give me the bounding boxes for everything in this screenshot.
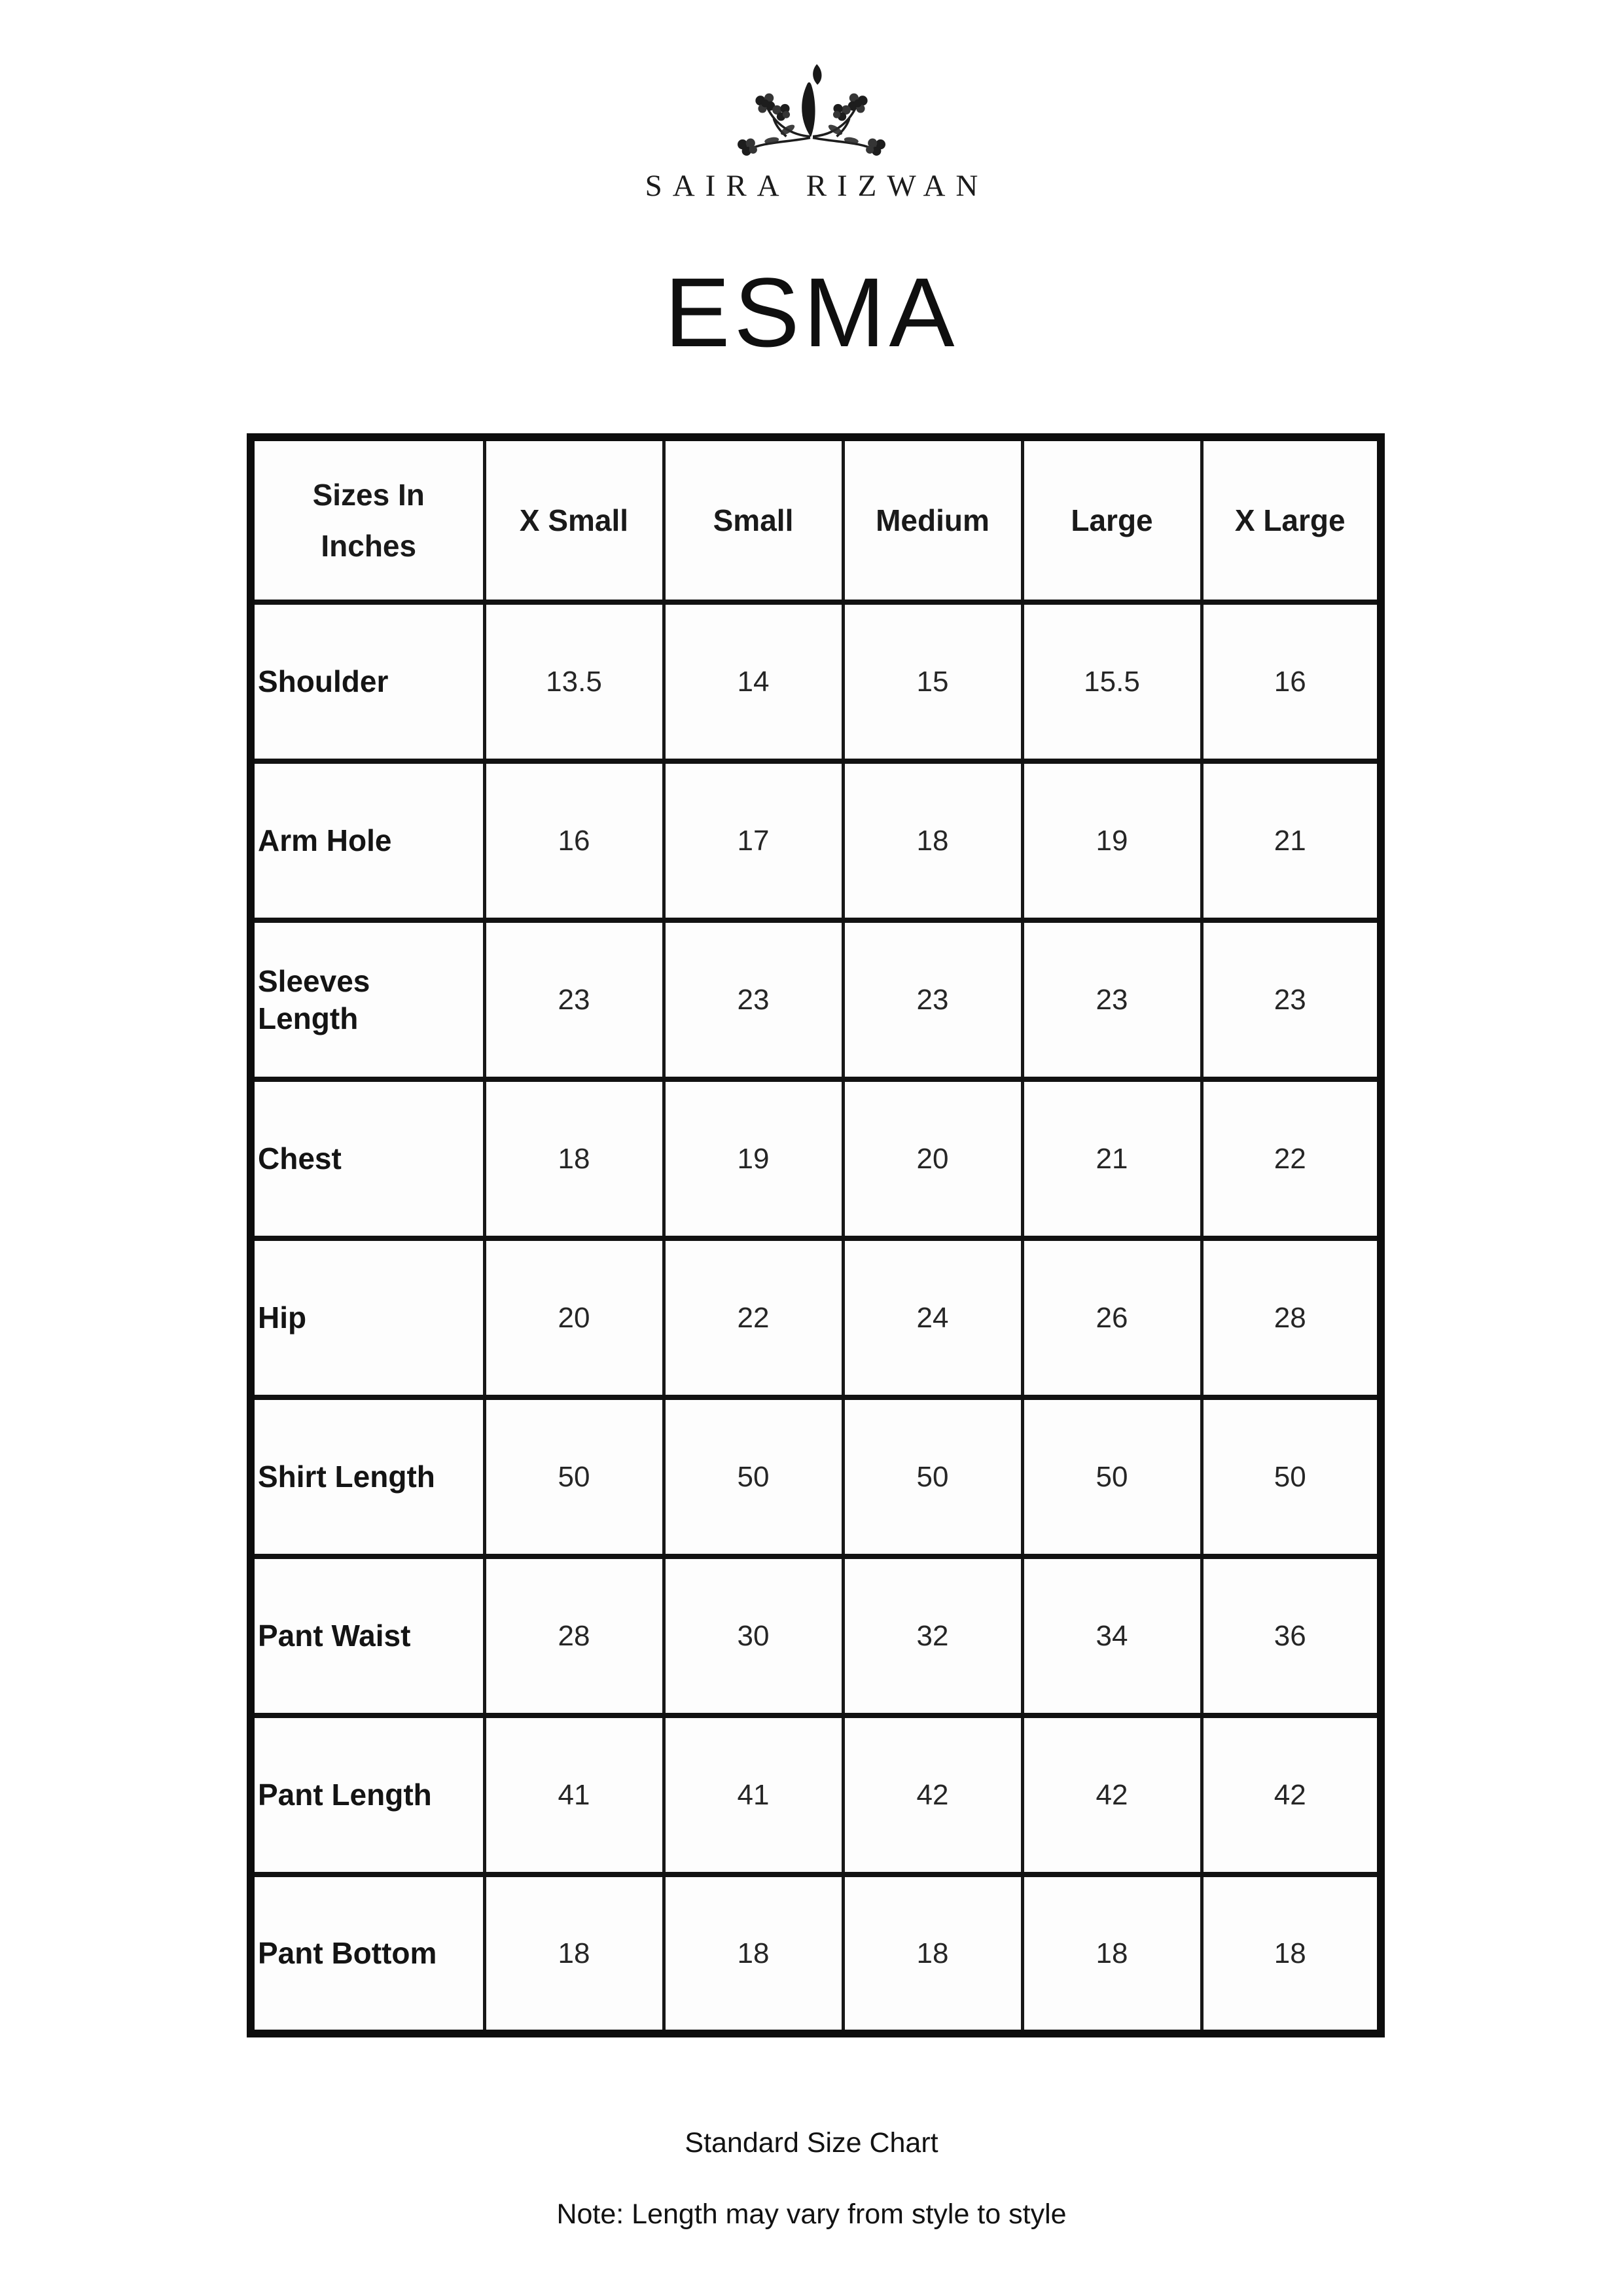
cell-value: 20 bbox=[843, 1079, 1022, 1238]
table-row-pant-waist bbox=[251, 1556, 1381, 1715]
row-label: Chest bbox=[251, 1079, 484, 1238]
length-note: Note: Length may vary from style to style bbox=[556, 2198, 1067, 2230]
size-chart-table bbox=[247, 433, 1385, 2037]
cell-value: 22 bbox=[664, 1238, 843, 1397]
brand-emblem-icon bbox=[707, 62, 916, 162]
calligraphy-stroke bbox=[802, 82, 815, 137]
cell-value: 41 bbox=[484, 1715, 664, 1874]
row-label: Shirt Length bbox=[251, 1397, 484, 1556]
row-label: Arm Hole bbox=[251, 761, 484, 920]
cell-value: 16 bbox=[484, 761, 664, 920]
cell-value: 19 bbox=[1022, 761, 1202, 920]
cell-value: 18 bbox=[1022, 1874, 1202, 2034]
cell-value: 23 bbox=[484, 920, 664, 1079]
row-label: Pant Length bbox=[251, 1715, 484, 1874]
cell-value: 18 bbox=[664, 1874, 843, 2034]
cell-value: 14 bbox=[664, 602, 843, 761]
cell-value: 22 bbox=[1202, 1079, 1381, 1238]
cell-value: 30 bbox=[664, 1556, 843, 1715]
row-label: Sleeves Length bbox=[251, 920, 484, 1079]
cell-value: 19 bbox=[664, 1079, 843, 1238]
cell-value: 42 bbox=[1202, 1715, 1381, 1874]
cell-value: 18 bbox=[1202, 1874, 1381, 2034]
cell-value: 23 bbox=[1022, 920, 1202, 1079]
header-large: Large bbox=[1022, 437, 1202, 602]
header-x-small: X Small bbox=[484, 437, 664, 602]
row-label: Pant Bottom bbox=[251, 1874, 484, 2034]
cell-value: 18 bbox=[484, 1874, 664, 2034]
cell-value: 50 bbox=[484, 1397, 664, 1556]
cell-value: 21 bbox=[1022, 1079, 1202, 1238]
cell-value: 15.5 bbox=[1022, 602, 1202, 761]
cell-value: 15 bbox=[843, 602, 1022, 761]
cell-value: 36 bbox=[1202, 1556, 1381, 1715]
table-row-arm-hole bbox=[251, 761, 1381, 920]
cell-value: 20 bbox=[484, 1238, 664, 1397]
page-title: ESMA bbox=[664, 257, 959, 367]
brand-header bbox=[0, 62, 1623, 204]
cell-value: 50 bbox=[843, 1397, 1022, 1556]
cell-value: 50 bbox=[1022, 1397, 1202, 1556]
cell-value: 24 bbox=[843, 1238, 1022, 1397]
cell-value: 28 bbox=[484, 1556, 664, 1715]
cell-value: 42 bbox=[1022, 1715, 1202, 1874]
row-label: Shoulder bbox=[251, 602, 484, 761]
cell-value: 21 bbox=[1202, 761, 1381, 920]
cell-value: 17 bbox=[664, 761, 843, 920]
header-sizes-in-inches: Sizes In Inches bbox=[251, 437, 484, 602]
table-row-sleeves-length bbox=[251, 920, 1381, 1079]
cell-value: 23 bbox=[843, 920, 1022, 1079]
cell-value: 32 bbox=[843, 1556, 1022, 1715]
cell-value: 50 bbox=[1202, 1397, 1381, 1556]
flower-icon bbox=[738, 139, 757, 156]
flower-icon bbox=[755, 94, 775, 113]
table-row-shirt-length bbox=[251, 1397, 1381, 1556]
chart-caption: Standard Size Chart bbox=[685, 2127, 938, 2159]
flame-dot bbox=[813, 64, 821, 84]
table-row-pant-bottom bbox=[251, 1874, 1381, 2034]
row-label: Hip bbox=[251, 1238, 484, 1397]
cell-value: 13.5 bbox=[484, 602, 664, 761]
brand-name: SAIRA RIZWAN bbox=[645, 169, 989, 203]
cell-value: 16 bbox=[1202, 602, 1381, 761]
cell-value: 18 bbox=[843, 1874, 1022, 2034]
header-medium: Medium bbox=[843, 437, 1022, 602]
cell-value: 23 bbox=[664, 920, 843, 1079]
cell-value: 28 bbox=[1202, 1238, 1381, 1397]
cell-value: 41 bbox=[664, 1715, 843, 1874]
header-row bbox=[251, 437, 1381, 602]
table-row-chest bbox=[251, 1079, 1381, 1238]
cell-value: 42 bbox=[843, 1715, 1022, 1874]
table-row-shoulder bbox=[251, 602, 1381, 761]
cell-value: 18 bbox=[843, 761, 1022, 920]
cell-value: 18 bbox=[484, 1079, 664, 1238]
table-row-pant-length bbox=[251, 1715, 1381, 1874]
footer bbox=[0, 2127, 1623, 2231]
cell-value: 23 bbox=[1202, 920, 1381, 1079]
header-small: Small bbox=[664, 437, 843, 602]
table-row-hip bbox=[251, 1238, 1381, 1397]
header-x-large: X Large bbox=[1202, 437, 1381, 602]
row-label: Pant Waist bbox=[251, 1556, 484, 1715]
cell-value: 50 bbox=[664, 1397, 843, 1556]
cell-value: 34 bbox=[1022, 1556, 1202, 1715]
cell-value: 26 bbox=[1022, 1238, 1202, 1397]
